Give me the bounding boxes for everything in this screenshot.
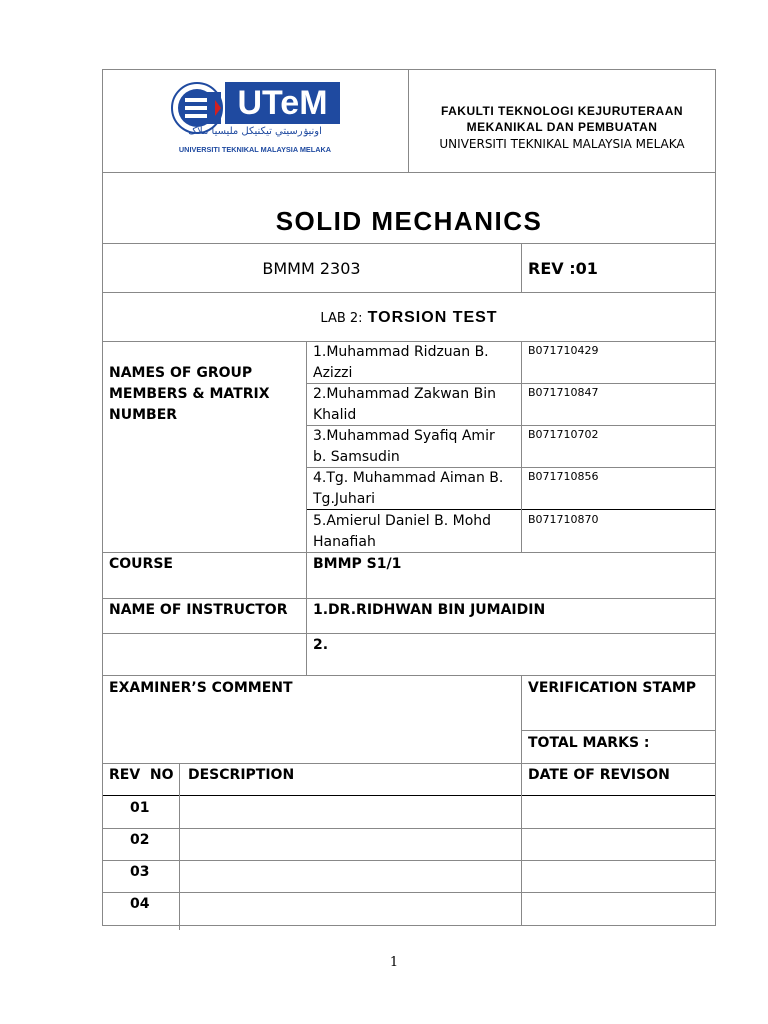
utem-jawi: اونيۏرسيتي تيکنيکل مليسيا ملاک [188,126,322,137]
revision: REV :01 [528,259,598,278]
instructor-second: 2. [313,637,329,653]
instructor-first: 1.DR.RIDHWAN BIN JUMAIDIN [313,602,546,618]
member-name: 3.Muhammad Syafiq Amir b. Samsudin [313,428,495,465]
lab-prefix: LAB 2: [320,311,363,326]
members-label: NAMES OF GROUP MEMBERS & MATRIX NUMBER [109,365,270,423]
examiner-comment-label: EXAMINER’S COMMENT [109,680,293,696]
utem-logo [165,78,345,158]
verification-stamp-label: VERIFICATION STAMP [528,680,697,696]
page-title: SOLID MECHANICS [275,206,543,236]
member-matric: B071710870 [528,513,599,526]
university-name: UNIVERSITI TEKNIKAL MALAYSIA MELAKA [439,137,685,151]
rev-row-number: 04 [130,896,150,912]
page-number: 1 [389,955,399,970]
rev-no-header: REV NO [109,767,174,783]
course-label: COURSE [109,556,173,572]
member-name: 1.Muhammad Ridzuan B. Azizzi [313,344,489,381]
course-code: BMMM 2303 [262,259,361,278]
course-value: BMMP S1/1 [313,556,402,572]
rev-row-number: 01 [130,800,150,816]
date-of-revision-header: DATE OF REVISON [528,767,670,783]
faculty-line2: MEKANIKAL DAN PEMBUATAN [466,120,658,134]
rev-row-number: 02 [130,832,150,848]
faculty-line1: FAKULTI TEKNOLOGI KEJURUTERAAN [440,104,684,118]
member-name: 2.Muhammad Zakwan Bin Khalid [313,386,496,423]
lab-name: TORSION TEST [367,309,498,326]
description-header: DESCRIPTION [188,767,295,783]
member-name: 4.Tg. Muhammad Aiman B. Tg.Juhari [313,470,504,507]
member-matric: B071710702 [528,428,599,441]
total-marks-label: TOTAL MARKS : [528,735,650,751]
instructor-label: NAME OF INSTRUCTOR [109,602,288,618]
lab-title [102,307,716,327]
utem-banner: UNIVERSITI TEKNIKAL MALAYSIA MELAKA [178,145,332,154]
member-matric: B071710847 [528,386,599,399]
member-matric: B071710856 [528,470,599,483]
member-matric: B071710429 [528,344,599,357]
member-name: 5.Amierul Daniel B. Mohd Hanafiah [313,513,492,550]
rev-row-number: 03 [130,864,150,880]
utem-brand: UTeM [225,82,340,124]
